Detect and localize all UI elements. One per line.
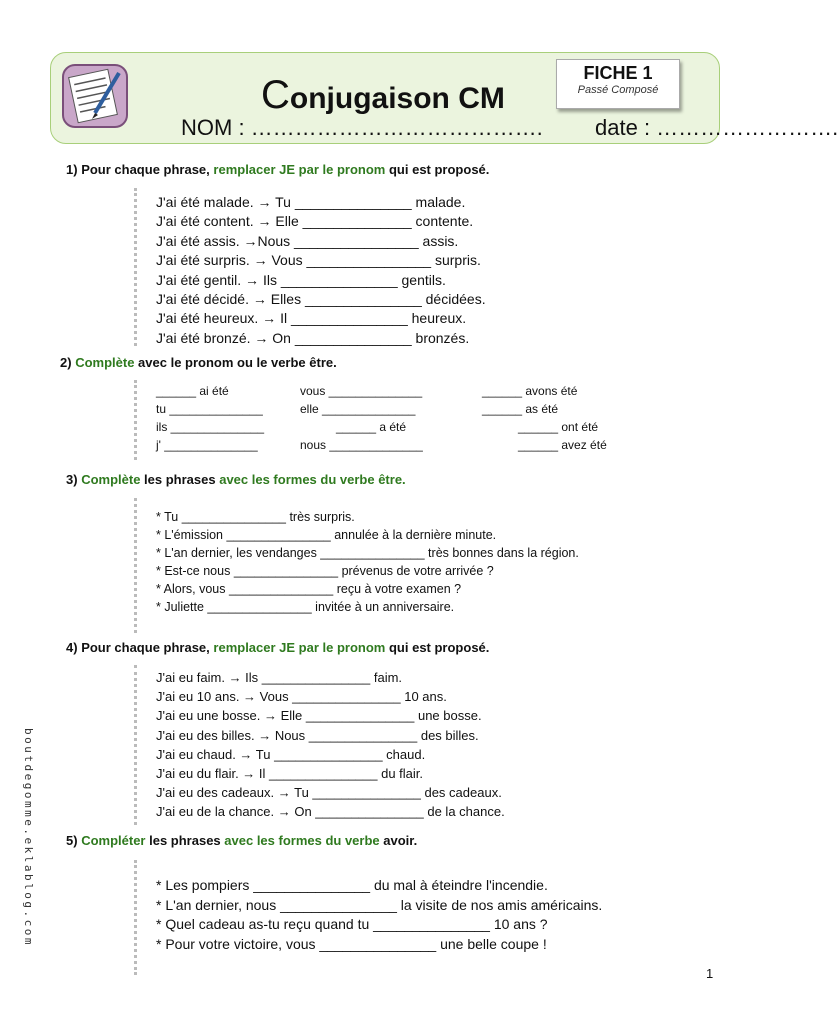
exercise-line: J'ai eu des billes. → Nous _______________ des billes. — [156, 727, 479, 743]
grid-cell: vous ______________ — [300, 384, 423, 398]
dotted-margin — [134, 188, 137, 346]
grid-cell: ______ ai été — [156, 384, 229, 398]
q4-lines — [156, 668, 505, 822]
dotted-margin — [134, 860, 137, 975]
dotted-margin — [134, 665, 137, 825]
exercise-line: * Tu _______________ très surpris. — [156, 510, 355, 524]
dotted-margin — [134, 380, 137, 460]
exercise-line: J'ai eu une bosse. → Elle _______________ une bosse. — [156, 708, 482, 724]
q4-heading: 4) Pour chaque phrase, remplacer JE par le pronom qui est proposé. — [66, 640, 490, 655]
date-field: date : ……………………. — [595, 115, 838, 140]
q5-lines — [156, 876, 602, 954]
header-banner — [50, 52, 838, 144]
exercise-line: * Alors, vous _______________ reçu à votre examen ? — [156, 582, 462, 596]
grid-cell: ______ avez été — [518, 438, 607, 452]
nom-field: NOM : …………………………………. — [181, 115, 543, 140]
exercise-line: * L'an dernier, les vendanges _______________ très bonnes dans la région. — [156, 546, 579, 560]
page-number: 1 — [706, 966, 714, 981]
exercise-line: J'ai été content. → Elle ______________ contente. — [156, 213, 474, 230]
page-title: Conjugaison CM — [261, 73, 505, 117]
exercise-line: J'ai été décidé. → Elles _______________ décidées. — [156, 290, 486, 307]
exercise-line: J'ai été bronzé. → On _______________ bronzés. — [156, 329, 470, 346]
q1-heading: 1) Pour chaque phrase, remplacer JE par le pronom qui est proposé. — [66, 162, 490, 177]
grid-cell: ______ as été — [482, 402, 559, 416]
exercise-line: J'ai eu des cadeaux. → Tu _______________ des cadeaux. — [156, 785, 502, 801]
exercise-line: J'ai eu faim. → Ils _______________ faim. — [156, 670, 403, 685]
exercise-line: J'ai eu chaud. → Tu _______________ chaud. — [156, 746, 426, 762]
q5-heading: 5) Compléter les phrases avec les formes du verbe avoir. — [66, 833, 418, 848]
fiche-subtitle: Passé Composé — [577, 84, 659, 96]
grid-cell: tu ______________ — [156, 402, 263, 416]
grid-cell: elle ______________ — [300, 402, 416, 416]
exercise-line: J'ai eu 10 ans. → Vous _______________ 10 ans. — [156, 689, 447, 705]
exercise-line: * Est-ce nous _______________ prévenus de votre arrivée ? — [156, 564, 494, 578]
grid-cell: j' ______________ — [156, 438, 258, 452]
grid-cell: ______ a été — [336, 420, 407, 434]
exercise-line: * Quel cadeau as-tu reçu quand tu _______________ 10 ans ? — [156, 916, 548, 932]
q2-heading: 2) Complète avec le pronom ou le verbe être. — [60, 355, 337, 370]
exercise-line: J'ai été gentil. → Ils _______________ gentils. — [156, 271, 446, 288]
q1-lines — [156, 193, 486, 348]
grid-cell: ils ______________ — [156, 420, 265, 434]
fiche-card — [556, 59, 680, 109]
q3-heading: 3) Complète les phrases avec les formes du verbe être. — [66, 472, 406, 487]
exercise-line: * L'an dernier, nous _______________ la visite de nos amis américains. — [156, 896, 603, 913]
exercise-line: J'ai été surpris. → Vous ________________ surpris. — [156, 252, 481, 269]
q3-lines — [156, 508, 579, 616]
exercise-line: J'ai été malade. → Tu _______________ malade. — [156, 194, 466, 210]
name-date-line — [181, 115, 838, 141]
exercise-line: * Les pompiers _______________ du mal à éteindre l'incendie. — [156, 877, 548, 893]
grid-cell: nous ______________ — [300, 438, 423, 452]
side-website-text: boutdegomme.eklablog.com — [22, 728, 35, 947]
exercise-line: J'ai été assis. →Nous ________________ assis. — [156, 232, 459, 249]
dotted-margin — [134, 498, 137, 633]
exercise-line: * Juliette _______________ invitée à un anniversaire. — [156, 600, 455, 614]
grid-cell: ______ avons été — [482, 384, 578, 398]
notepad-pen-icon — [59, 61, 131, 131]
grid-cell: ______ ont été — [518, 420, 599, 434]
exercise-line: * L'émission _______________ annulée à la dernière minute. — [156, 528, 497, 542]
exercise-line: * Pour votre victoire, vous _______________ une belle coupe ! — [156, 935, 547, 952]
exercise-line: J'ai eu du flair. → Il _______________ du flair. — [156, 765, 424, 781]
exercise-line: J'ai eu de la chance. → On _______________ de la chance. — [156, 804, 505, 820]
exercise-line: J'ai été heureux. → Il _______________ heureux. — [156, 310, 467, 327]
fiche-number: FICHE 1 — [583, 63, 653, 83]
